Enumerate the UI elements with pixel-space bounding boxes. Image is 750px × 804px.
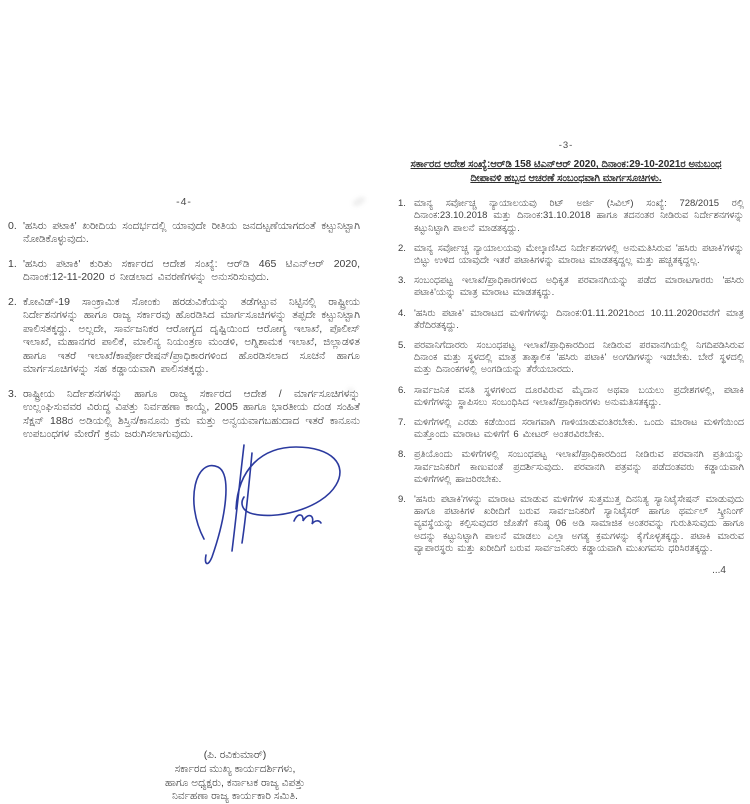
item-text: ಮಳಿಗೆಗಳಲ್ಲಿ ಎರಡು ಕಡೆಯಿಂದ ಸರಾಗವಾಗಿ ಗಾಳಿಯಾಡುವಂತಿರಬೇಕು. ಒಂದು ಮಾರಾಟ ಮಳಿಗೆಯಿಂದ ಮತ್ತೊಂದು ಮಾರಾಟ ಮಳಿಗೆಗೆ 6 ಮೀಟರ್ ಅಂತರವಿರಬೇಕು.	[414, 417, 744, 441]
guideline-item	[8, 296, 360, 377]
item-number: 7.	[398, 417, 406, 429]
signature-block	[8, 453, 360, 802]
item-number: 2.	[398, 242, 406, 254]
item-number: 4.	[398, 307, 406, 319]
item-number: 1.	[8, 257, 17, 270]
page-4	[8, 196, 360, 802]
guideline-item	[388, 340, 744, 377]
guideline-item	[8, 388, 360, 442]
page-3	[388, 140, 744, 577]
item-text: 'ಹಸಿರು ಪಟಾಕಿ'ಗಳನ್ನು ಮಾರಾಟ ಮಾಡುವ ಮಳಿಗೆಗಳ ಸುತ್ತಮುತ್ತ ದಿನನಿತ್ಯ ಸ್ಯಾನಿಟೈಸೇಷನ್ ಮಾಡುವುದು ಹಾಗೂ ಪಟಾಕಿಗಳ ಖರೀದಿಗೆ ಬರುವ ಸಾರ್ವಜನಿಕರಿಗೆ ಸ್ಯಾನಿಟೈಸರ್ ಹಾಗೂ ಥರ್ಮಲ್ ಸ್ಕ್ರೀನಿಂಗ್ ವ್ಯವಸ್ಥೆಯನ್ನು ಕಲ್ಪಿಸುವುದರ ಜೊತೆಗೆ ಕನಿಷ್ಠ 06 ಅಡಿ ಸಾಮಾಜಿಕ ಅಂತರವನ್ನು ಗುರುತಿಸುವುದು ಹಾಗೂ ಅದನ್ನು ಕಟ್ಟುನಿಟ್ಟಾಗಿ ಪಾಲನೆ ಮಾಡಲು ಎಲ್ಲಾ ಅಗತ್ಯ ಕ್ರಮಗಳನ್ನು ಕೈಗೊಳ್ಳತಕ್ಕದ್ದು. ಪಟಾಕಿ ಮಾರುವ ವ್ಯಾಪಾರಸ್ಥರು ಮತ್ತು ಖರೀದಿಗೆ ಬರುವ ಸಾರ್ವಜನಿಕರು ಕಡ್ಡಾಯವಾಗಿ ಮುಖಗವಸು ಧರಿಸಿರತಕ್ಕದ್ದು.	[414, 494, 744, 554]
guideline-item	[388, 417, 744, 441]
guideline-item	[388, 243, 744, 267]
item-number: 0.	[8, 219, 17, 232]
item-number: 9.	[398, 494, 406, 506]
item-text: ಸಾರ್ವಜನಿಕ ವಸತಿ ಸ್ಥಳಗಳಿಂದ ದೂರವಿರುವ ಮೈದಾನ ಅಥವಾ ಬಯಲು ಪ್ರದೇಶಗಳಲ್ಲಿ, ಪಟಾಕಿ ಮಳಿಗೆಗಳನ್ನು ಸ್ಥಾಪಿಸಲು ಸಂಬಂಧಿಸಿದ ಇಲಾಖೆ/ಪ್ರಾಧಿಕಾರಗಳು ಅನುಮತಿಸತಕ್ಕದ್ದು.	[414, 384, 744, 408]
item-text: ಪ್ರತಿಯೊಂದು ಮಳಿಗೆಗಳಲ್ಲಿ ಸಂಬಂಧಪಟ್ಟ ಇಲಾಖೆ/ಪ್ರಾಧಿಕಾರದಿಂದ ನೀಡಿರುವ ಪರವಾನಗಿ ಪ್ರತಿಯನ್ನು ಸಾರ್ವಜನಿಕರಿಗೆ ಕಾಣುವಂತೆ ಪ್ರದರ್ಶಿಸುವುದು. ಪರವಾನಗಿ ಪತ್ರವನ್ನು ಪಡೆದಂತವರು ಕಡ್ಡಾಯವಾಗಿ ಮಳಿಗೆಗಳಲ್ಲಿ ಹಾಜರಿರಬೇಕು.	[414, 449, 744, 485]
item-number: 3.	[8, 387, 17, 400]
guideline-item	[8, 220, 360, 247]
guideline-item	[388, 385, 744, 409]
item-text: ಸಂಬಂಧಪಟ್ಟ ಇಲಾಖೆ/ಪ್ರಾಧಿಕಾರಗಳಿಂದ ಅಧಿಕೃತ ಪರವಾನಗಿಯನ್ನು ಪಡೆದ ಮಾರಾಟಗಾರರು 'ಹಸಿರು ಪಟಾಕಿ'ಯನ್ನು ಮಾತ್ರ ಮಾರಾಟ ಮಾಡತಕ್ಕದ್ದು.	[414, 275, 744, 299]
order-heading-line1: ಸರ್ಕಾರದ ಆದೇಶ ಸಂಖ್ಯೆ:ಆರ್‌ಡಿ 158 ಟಿಎನ್‌ಆರ್ 2020, ದಿನಾಂಕ:29-10-2021ರ ಅನುಬಂಧ	[410, 159, 722, 171]
order-heading	[388, 158, 744, 186]
item-text: ಪರವಾನಿಗೆದಾರರು ಸಂಬಂಧಪಟ್ಟ ಇಲಾಖೆ/ಪ್ರಾಧಿಕಾರದಿಂದ ನೀಡಿರುವ ಪರವಾನಗಿಯಲ್ಲಿ ನಿಗದಿಪಡಿಸಿರುವ ದಿನಾಂಕ ಮತ್ತು ಸ್ಥಳದಲ್ಲಿ ಮಾತ್ರ ತಾತ್ಕಾಲಿಕ 'ಹಸಿರು ಪಟಾಕಿ' ಅಂಗಡಿಗಳನ್ನು ಇಡಬೇಕು. ಬೇರೆ ಸ್ಥಳದಲ್ಲಿ ಮತ್ತು ದಿನಾಂಕಗಳಲ್ಲಿ ಅಂಗಡಿಯನ್ನು ತೆರೆಯಬಾರದು.	[414, 340, 744, 376]
signatory	[100, 749, 370, 804]
item-text: ರಾಷ್ಟ್ರೀಯ ನಿರ್ದೇಶನಗಳನ್ನು ಹಾಗೂ ರಾಜ್ಯ ಸರ್ಕಾರದ ಆದೇಶ / ಮಾರ್ಗಸೂಚಿಗಳನ್ನು ಉಲ್ಲಂಘಿಸುವವರ ವಿರುದ್ಧ ವಿಪತ್ತು ನಿರ್ವಹಣಾ ಕಾಯ್ದೆ, 2005 ಹಾಗೂ ಭಾರತೀಯ ದಂಡ ಸಂಹಿತೆ ಸೆಕ್ಷನ್ 188ರ ಅಡಿಯಲ್ಲಿ ಶಿಸ್ತಿನ/ಕಾನೂನು ಕ್ರಮ ಮತ್ತು ಅನ್ವಯವಾಗಬಹುದಾದ ಇತರೆ ಕಾನೂನು ಉಪಬಂಧಗಳ ಮೇರೆಗೆ ಕ್ರಮ ಜರುಗಿಸಲಾಗುವುದು.	[23, 387, 360, 440]
page-continuation-marker: ...4	[712, 565, 726, 577]
item-number: 5.	[398, 340, 406, 352]
item-number: 2.	[8, 295, 17, 308]
guideline-item	[388, 308, 744, 332]
signatory-title-line: ಸರ್ಕಾರದ ಮುಖ್ಯ ಕಾರ್ಯದರ್ಶಿಗಳು,	[174, 763, 296, 775]
page-number-right: -3-	[558, 140, 574, 151]
page-number-left: -4-	[176, 196, 192, 208]
guideline-item	[388, 449, 744, 486]
item-number: 8.	[398, 449, 406, 461]
item-text: ಕೋವಿಡ್-19 ಸಾಂಕ್ರಾಮಿಕ ಸೋಂಕು ಹರಡುವಿಕೆಯನ್ನು ತಡೆಗಟ್ಟುವ ನಿಟ್ಟಿನಲ್ಲಿ ರಾಷ್ಟ್ರೀಯ ನಿರ್ದೇಶನಗಳನ್ನು ಹಾಗೂ ರಾಜ್ಯ ಸರ್ಕಾರವು ಹೊರಡಿಸಿದ ಮಾರ್ಗಸೂಚಿಗಳನ್ನು ತಪ್ಪದೇ ಕಟ್ಟುನಿಟ್ಟಾಗಿ ಪಾಲಿಸತಕ್ಕದ್ದು. ಅಲ್ಲದೇ, ಸಾರ್ವಜನಿಕರ ಆರೋಗ್ಯದ ದೃಷ್ಟಿಯಿಂದ ಆರೋಗ್ಯ ಇಲಾಖೆ, ಪೊಲೀಸ್ ಇಲಾಖೆ, ಮಹಾನಗರ ಪಾಲಿಕೆ, ಮಾಲಿನ್ಯ ನಿಯಂತ್ರಣ ಮಂಡಳಿ, ಅಗ್ನಿಶಾಮಕ ಇಲಾಖೆ, ಜಿಲ್ಲಾಡಳಿತ ಹಾಗೂ ಇತರೆ ಇಲಾಖೆ/ಕಾರ್ಪೋರೇಷನ್/ಪ್ರಾಧಿಕಾರಗಳಿಂದ ಹೊರಡಿಸಲಾದ ಸೂಚನೆ ಹಾಗೂ ಮಾರ್ಗಸೂಚಿಗಳನ್ನು ಸಹ ಕಡ್ಡಾಯವಾಗಿ ಪಾಲಿಸತಕ್ಕದ್ದು.	[23, 295, 360, 375]
signature-ink	[166, 439, 366, 584]
item-text: 'ಹಸಿರು ಪಟಾಕಿ' ಮಾರಾಟದ ಮಳಿಗೆಗಳನ್ನು ದಿನಾಂಕ:01.11.2021ರಿಂದ 10.11.2020ರವರೆಗೆ ಮಾತ್ರ ತೆರೆದಿರತಕ್ಕದ್ದು.	[414, 307, 744, 331]
item-text: ಮಾನ್ಯ ಸರ್ವೋಚ್ಚ ನ್ಯಾಯಾಲಯವು ಮೇಲ್ಕಾಣಿಸಿದ ನಿರ್ದೇಶನಗಳಲ್ಲಿ ಅನುಮತಿಸಿರುವ 'ಹಸಿರು ಪಟಾಕಿ'ಗಳನ್ನು ಬಿಟ್ಟು ಉಳಿದ ಯಾವುದೇ ಇತರೆ ಪಟಾಕಿಗಳನ್ನು ಮಾರಾಟ ಮಾಡತಕ್ಕದ್ದಲ್ಲ ಮತ್ತು ಹಚ್ಚತಕ್ಕದ್ದಲ್ಲ.	[414, 242, 744, 267]
signatory-name: (ಪಿ. ರವಿಕುಮಾರ್)	[203, 748, 267, 761]
order-heading-line2: ದೀಪಾವಳಿ ಹಬ್ಬದ ಆಚರಣೆ ಸಂಬಂಧವಾಗಿ ಮಾರ್ಗಸೂಚಿಗಳು.	[470, 173, 662, 185]
item-number: 1.	[398, 198, 406, 210]
guideline-item	[388, 494, 744, 555]
item-text: ಮಾನ್ಯ ಸರ್ವೋಚ್ಚ ನ್ಯಾಯಾಲಯವು ರಿಟ್ ಅರ್ಜಿ (ಸಿವಿಲ್) ಸಂಖ್ಯೆ: 728/2015 ರಲ್ಲಿ ದಿನಾಂಕ:23.10.2018 ಮತ್ತು ದಿನಾಂಕ:31.10.2018 ಹಾಗೂ ತದನಂತರ ನೀಡಿರುವ ನಿರ್ದೇಶನಗಳನ್ನು ಕಟ್ಟುನಿಟ್ಟಾಗಿ ಪಾಲನೆ ಮಾಡತಕ್ಕದ್ದು.	[414, 198, 744, 234]
signatory-title-line: ಹಾಗೂ ಅಧ್ಯಕ್ಷರು, ಕರ್ನಾಟಕ ರಾಜ್ಯ ವಿಪತ್ತು	[164, 776, 306, 789]
guideline-item	[388, 198, 744, 235]
guideline-item	[388, 275, 744, 299]
signatory-title-line: ನಿರ್ವಹಣಾ ರಾಜ್ಯ ಕಾರ್ಯಕಾರಿ ಸಮಿತಿ.	[172, 790, 298, 802]
item-text: 'ಹಸಿರು ಪಟಾಕಿ' ಕುರಿತು ಸರ್ಕಾರದ ಆದೇಶ ಸಂಖ್ಯೆ: ಆರ್‌ಡಿ 465 ಟಿಎನ್‌ಆರ್ 2020, ದಿನಾಂಕ:12-11-2020 ರ ನೀಡಲಾದ ವಿವರಣೆಗಳನ್ನು ಅನುಸರಿಸುವುದು.	[23, 257, 360, 283]
item-number: 6.	[398, 384, 406, 396]
guideline-item	[8, 258, 360, 285]
item-number: 3.	[398, 275, 406, 287]
item-text: 'ಹಸಿರು ಪಟಾಕಿ' ಖರೀದಿಯ ಸಂದರ್ಭದಲ್ಲಿ ಯಾವುದೇ ರೀತಿಯ ಜನದಟ್ಟಣೆಯಾಗದಂತೆ ಕಟ್ಟುನಿಟ್ಟಾಗಿ ನೋಡಿಕೊಳ್ಳುವುದು.	[23, 219, 360, 245]
